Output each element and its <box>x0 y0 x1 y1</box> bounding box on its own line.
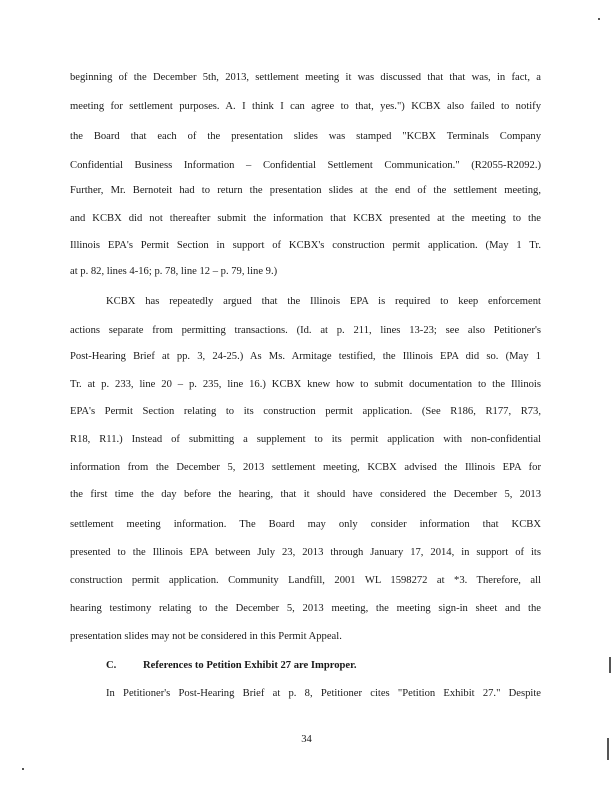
text-line: hearing testimony relating to the December 5, 2013 meeting, the meeting sign-in sheet and the <box>70 603 541 614</box>
section-letter: C. <box>106 660 117 671</box>
text-line: presented to the Illinois EPA between July 23, 2013 through January 17, 2014, in support of its <box>70 547 541 558</box>
scan-mark <box>609 657 611 673</box>
text-line: Confidential Business Information – Confidential Settlement Communication." (R2055-R2092.) <box>70 160 541 171</box>
text-line: presentation slides may not be considered in this Permit Appeal. <box>70 631 342 642</box>
text-line: meeting for settlement purposes. A. I think I can agree to that, yes.") KCBX also failed to notify <box>70 101 541 112</box>
text-line: and KCBX did not thereafter submit the information that KCBX presented at the meeting to the <box>70 213 541 224</box>
text-line: actions separate from permitting transactions. (Id. at p. 211, lines 13-23; see also Petitioner's <box>70 325 541 336</box>
page-number: 34 <box>301 734 312 745</box>
text-line: In Petitioner's Post-Hearing Brief at p. 8, Petitioner cites "Petition Exhibit 27." Despite <box>106 688 541 699</box>
scan-mark <box>22 768 24 770</box>
text-line: the Board that each of the presentation slides was stamped "KCBX Terminals Company <box>70 131 541 142</box>
scan-mark <box>607 738 609 760</box>
text-line: KCBX has repeatedly argued that the Illinois EPA is required to keep enforcement <box>106 296 541 307</box>
text-line: Illinois EPA's Permit Section in support of KCBX's construction permit application. (May 1 Tr. <box>70 240 541 251</box>
text-line: R18, R11.) Instead of submitting a supplement to its permit application with non-confidential <box>70 434 541 445</box>
section-title: References to Petition Exhibit 27 are Improper. <box>143 660 357 671</box>
text-line: the first time the day before the hearing, that it should have considered the December 5, 2013 <box>70 489 541 500</box>
text-line: settlement meeting information. The Board may only consider information that KCBX <box>70 519 541 530</box>
text-line: Post-Hearing Brief at pp. 3, 24-25.) As Ms. Armitage testified, the Illinois EPA did so. (May 1 <box>70 351 541 362</box>
text-line: at p. 82, lines 4-16; p. 78, line 12 – p. 79, line 9.) <box>70 266 278 277</box>
text-line: construction permit application. Community Landfill, 2001 WL 1598272 at *3. Therefore, all <box>70 575 541 586</box>
text-line: Further, Mr. Bernoteit had to return the presentation slides at the end of the settlement meeting, <box>70 185 541 196</box>
text-line: EPA's Permit Section relating to its construction permit application. (See R186, R177, R73, <box>70 406 541 417</box>
scan-mark <box>598 18 600 20</box>
text-line: Tr. at p. 233, line 20 – p. 235, line 16.) KCBX knew how to submit documentation to the Illinois <box>70 379 541 390</box>
text-line: beginning of the December 5th, 2013, settlement meeting it was discussed that that was, in fact, a <box>70 72 541 83</box>
text-line: information from the December 5, 2013 settlement meeting, KCBX advised the Illinois EPA for <box>70 462 541 473</box>
